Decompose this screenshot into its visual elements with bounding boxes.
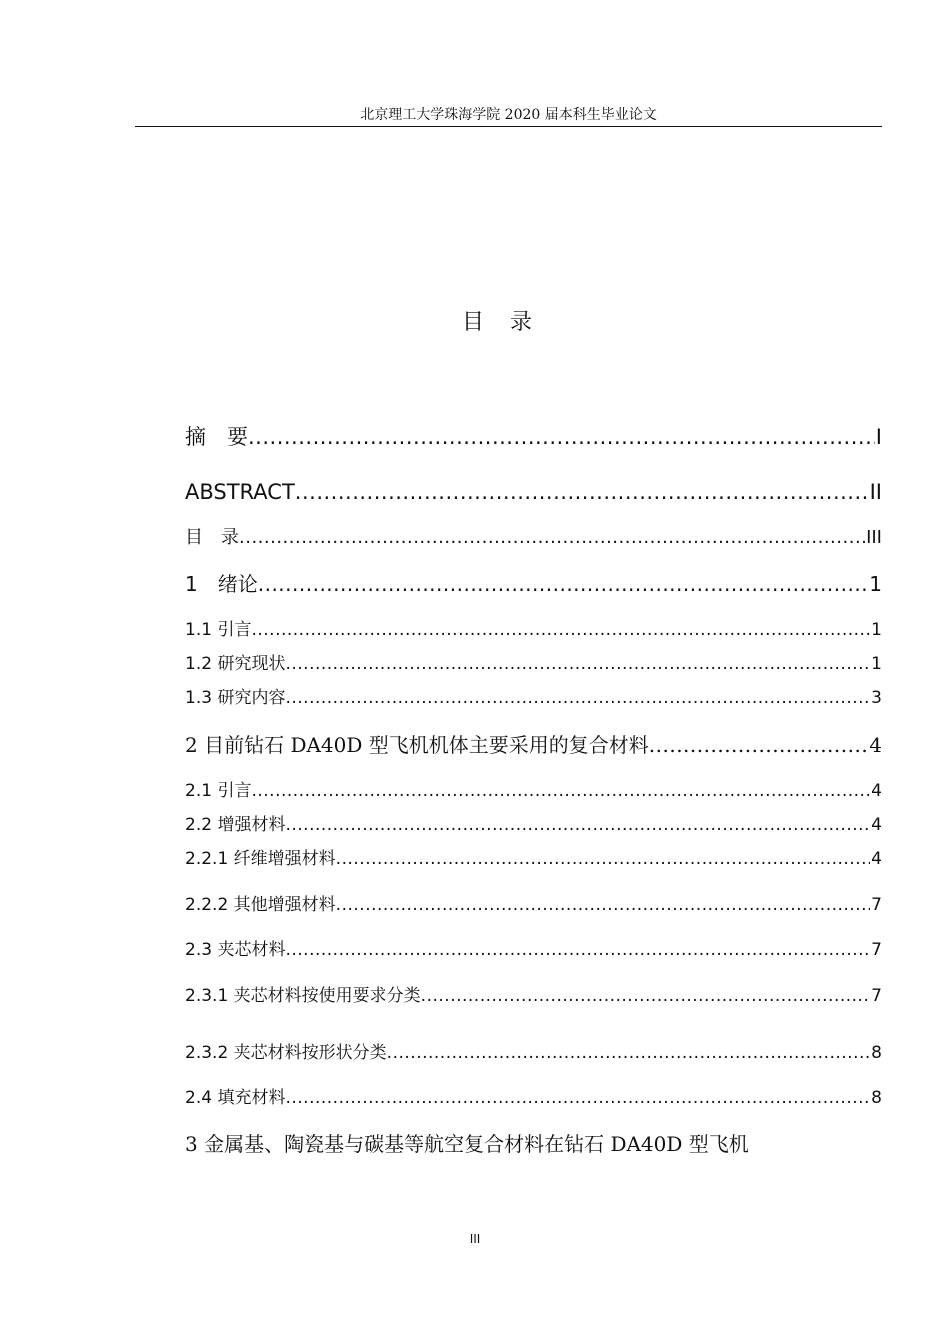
toc-entry-label: 摘 要 [185, 425, 248, 449]
toc-entry-label: 2.2 增强材料 [185, 815, 286, 835]
toc-entry-2-3[interactable] [185, 938, 882, 962]
toc-leader-dots [387, 1041, 871, 1065]
toc-leader-dots [258, 570, 869, 598]
toc-leader-dots [285, 938, 870, 962]
toc-entry-label: 2.2.1 纤维增强材料 [185, 849, 336, 869]
toc-entry-1-1[interactable] [185, 618, 882, 642]
toc-entry-2-3-1[interactable] [185, 984, 882, 1008]
toc-leader-dots [239, 525, 865, 551]
toc-entry-page: 4 [871, 781, 882, 801]
toc-entry-page: 7 [871, 940, 882, 960]
toc-entry-2-4[interactable] [185, 1086, 882, 1110]
toc-entry-page: 4 [871, 815, 882, 835]
toc-entry-page: 8 [871, 1088, 882, 1108]
toc-entry-contents[interactable] [185, 525, 882, 551]
toc-entry-page: 1 [869, 572, 882, 596]
toc-entry-label: 2.1 引言 [185, 781, 252, 801]
toc-entry-page: I [875, 425, 882, 449]
toc-leader-dots [421, 984, 871, 1008]
toc-entry-page: 1 [871, 654, 882, 674]
toc-entry-page: 3 [871, 688, 882, 708]
toc-entry-page: 8 [871, 1043, 882, 1063]
toc-entry-label: 1.1 引言 [185, 620, 252, 640]
toc-entry-label: 1 绪论 [185, 572, 258, 596]
toc-entry-page: 4 [869, 733, 882, 757]
toc-entry-2-2-1[interactable] [185, 847, 882, 871]
toc-entry-label: 1.2 研究现状 [185, 654, 286, 674]
toc-entry-label: 2.2.2 其他增强材料 [185, 895, 336, 915]
toc-entry-2-2-2[interactable] [185, 893, 882, 917]
toc-entry-label: 目 录 [185, 527, 239, 548]
toc-entry-chapter-3[interactable] [185, 1130, 882, 1158]
toc-entry-1-2[interactable] [185, 652, 882, 676]
toc-leader-dots [336, 893, 871, 917]
toc-entry-label: 2.3 夹芯材料 [185, 940, 286, 960]
toc-entry-label: 2 目前钻石 DA40D 型飞机机体主要采用的复合材料 [185, 733, 649, 757]
toc-leader-dots [649, 731, 869, 759]
toc-entry-chapter-1[interactable] [185, 570, 882, 598]
toc-leader-dots [336, 847, 871, 871]
toc-entry-2-2[interactable] [185, 813, 882, 837]
toc-entry-label: 2.4 填充材料 [185, 1088, 286, 1108]
toc-entry-1-3[interactable] [185, 686, 882, 710]
running-header: 北京理工大学珠海学院 2020 届本科生毕业论文 [360, 107, 657, 123]
toc-entry-page: 7 [871, 986, 882, 1006]
toc-entry-label: 1.3 研究内容 [185, 688, 286, 708]
toc-leader-dots [285, 652, 870, 676]
toc-leader-dots [285, 813, 870, 837]
toc-entry-2-1[interactable] [185, 779, 882, 803]
toc-entry-page: 4 [871, 849, 882, 869]
toc-entry-label: 2.3.1 夹芯材料按使用要求分类 [185, 986, 421, 1006]
toc-title: 目录 [461, 310, 558, 335]
toc-entry-chapter-2[interactable] [185, 731, 882, 759]
toc-entry-abstract-cn[interactable] [185, 423, 882, 451]
toc-entry-page: 1 [871, 620, 882, 640]
toc-entry-label: 3 金属基、陶瓷基与碳基等航空复合材料在钻石 DA40D 型飞机 [185, 1132, 749, 1156]
toc-leader-dots [295, 478, 869, 506]
toc-entry-page: III [866, 527, 882, 548]
header-rule [135, 126, 882, 127]
toc-entry-abstract-en[interactable] [185, 478, 882, 506]
toc-leader-dots [251, 779, 870, 803]
toc-entry-page: II [869, 480, 882, 504]
toc-entry-2-3-2[interactable] [185, 1041, 882, 1065]
page-number: III [469, 1232, 481, 1246]
toc-entry-page: 7 [871, 895, 882, 915]
toc-leader-dots [248, 423, 875, 451]
toc-entry-label: ABSTRACT [185, 480, 295, 504]
toc-leader-dots [285, 1086, 870, 1110]
toc-leader-dots [285, 686, 870, 710]
toc-leader-dots [251, 618, 870, 642]
toc-entry-label: 2.3.2 夹芯材料按形状分类 [185, 1043, 387, 1063]
